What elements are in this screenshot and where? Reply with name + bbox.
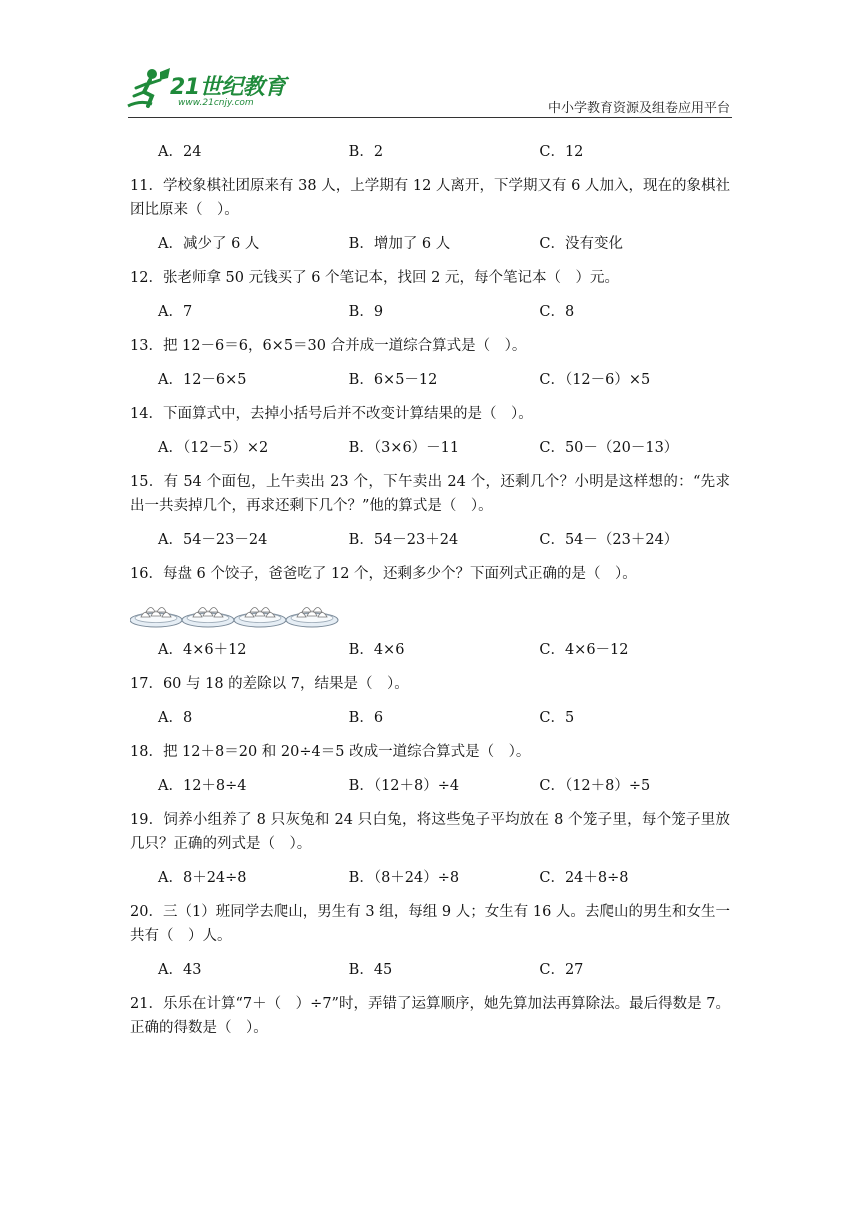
- options: [130, 958, 730, 982]
- dumpling-plates: [130, 596, 730, 630]
- option-b: B．45: [348, 962, 393, 978]
- option-c: C．12: [539, 144, 584, 160]
- option-a: A．8＋24÷8: [158, 870, 247, 886]
- option-b: B．（8＋24）÷8: [348, 870, 460, 886]
- option-a: A．4×6＋12: [158, 642, 247, 658]
- option-b: B．（3×6）－11: [348, 440, 460, 456]
- logo-url: www.21cnjy.com: [178, 98, 254, 108]
- question: [130, 402, 730, 460]
- platform-name: 中小学教育资源及组卷应用平台: [547, 101, 730, 116]
- question-list: [130, 140, 730, 1050]
- plate: [234, 608, 286, 628]
- option-b: B．4×6: [348, 642, 405, 658]
- plate: [182, 608, 234, 628]
- question: [130, 808, 730, 890]
- option-a: A．（12－5）×2: [158, 440, 269, 456]
- question: [130, 992, 730, 1040]
- option-c: C．54－（23＋24）: [539, 532, 679, 548]
- options: [130, 528, 730, 552]
- question-text: 14．下面算式中，去掉小括号后并不改变计算结果的是（ ）。: [130, 406, 533, 422]
- options: [130, 300, 730, 324]
- question-text: 17．60 与 18 的差除以 7，结果是（ ）。: [130, 676, 409, 692]
- option-b: B．9: [348, 304, 384, 320]
- runner-logo-icon: [122, 66, 172, 114]
- question: [130, 672, 730, 730]
- logo: [122, 66, 292, 114]
- plate: [130, 608, 182, 628]
- option-a: A．减少了 6 人: [158, 236, 260, 252]
- question-text: 12．张老师拿 50 元钱买了 6 个笔记本，找回 2 元，每个笔记本（ ）元。: [130, 270, 620, 286]
- question-text: 18．把 12＋8＝20 和 20÷4＝5 改成一道综合算式是（ ）。: [130, 744, 531, 760]
- option-a: A．7: [158, 304, 193, 320]
- question-text: 20．三（1）班同学去爬山，男生有 3 组，每组 9 人；女生有 16 人。去爬山的男生和女生一共有（ ）人。: [130, 904, 730, 944]
- options: [130, 368, 730, 392]
- option-c: C．8: [539, 304, 575, 320]
- option-b: B．（12＋8）÷4: [348, 778, 460, 794]
- option-c: C．没有变化: [539, 236, 623, 252]
- option-a: A．8: [158, 710, 193, 726]
- top-options: [130, 140, 730, 164]
- question: [130, 740, 730, 798]
- option-c: C．27: [539, 962, 584, 978]
- options: [130, 232, 730, 256]
- option-c: C．24＋8÷8: [539, 870, 629, 886]
- question: [130, 470, 730, 552]
- question-text: 15．有 54 个面包，上午卖出 23 个，下午卖出 24 个，还剩几个？小明是这样想的：“先求出一共卖掉几个，再求还剩下几个？”他的算式是（ ）。: [130, 474, 730, 514]
- question: [130, 334, 730, 392]
- option-a: A．12＋8÷4: [158, 778, 247, 794]
- option-b: B．54－23＋24: [348, 532, 459, 548]
- options: [130, 436, 730, 460]
- option-b: B．6×5－12: [348, 372, 438, 388]
- option-b: B．6: [348, 710, 384, 726]
- option-a: A．12－6×5: [158, 372, 247, 388]
- header-divider: [128, 117, 732, 118]
- option-c: C．（12＋8）÷5: [539, 778, 651, 794]
- question-text: 13．把 12－6＝6，6×5＝30 合并成一道综合算式是（ ）。: [130, 338, 527, 354]
- logo-text: 21世纪教育: [170, 75, 286, 100]
- question-text: 11．学校象棋社团原来有 38 人，上学期有 12 人离开，下学期又有 6 人加入，现在的象棋社团比原来（ ）。: [130, 178, 730, 218]
- option-a: A．43: [158, 962, 202, 978]
- options: [130, 774, 730, 798]
- plate: [286, 608, 338, 628]
- page-header: [0, 0, 860, 122]
- options: [130, 638, 730, 662]
- options: [130, 706, 730, 730]
- question-text: 16．每盘 6 个饺子，爸爸吃了 12 个，还剩多少个？下面列式正确的是（ ）。: [130, 566, 637, 582]
- option-b: B．增加了 6 人: [348, 236, 451, 252]
- question: [130, 266, 730, 324]
- question: [130, 562, 730, 662]
- question-text: 19．饲养小组养了 8 只灰兔和 24 只白兔，将这些兔子平均放在 8 个笼子里，每个笼子里放几只？正确的列式是（ ）。: [130, 812, 730, 852]
- option-c: C．50－（20－13）: [539, 440, 679, 456]
- option-c: C．4×6－12: [539, 642, 629, 658]
- question: [130, 174, 730, 256]
- option-b: B．2: [348, 144, 384, 160]
- option-c: C．5: [539, 710, 575, 726]
- question: [130, 900, 730, 982]
- option-a: A．54－23－24: [158, 532, 268, 548]
- dumpling-plate-icon: [130, 596, 360, 630]
- option-a: A．24: [158, 144, 202, 160]
- options: [130, 866, 730, 890]
- option-c: C．（12－6）×5: [539, 372, 651, 388]
- question-text: 21．乐乐在计算“7＋（ ）÷7”时，弄错了运算顺序，她先算加法再算除法。最后得数是 7。正确的得数是（ ）。: [130, 996, 730, 1036]
